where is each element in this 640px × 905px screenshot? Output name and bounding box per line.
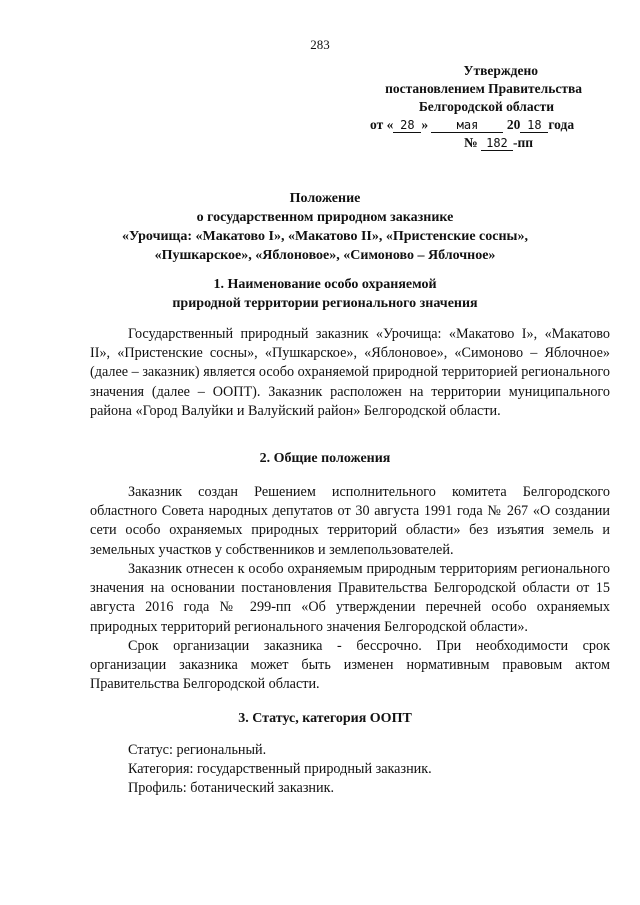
date-prefix: от «	[370, 117, 394, 132]
date-century: 20	[506, 117, 521, 132]
section-2-heading: 2. Общие положения	[259, 451, 391, 466]
title-line-1: Положение	[289, 191, 361, 206]
profile-line: Профиль: ботанический заказник.	[128, 780, 335, 796]
title-line-2: о государственном природном заказнике	[196, 210, 454, 225]
document-title	[60, 189, 590, 265]
section-1-heading	[60, 275, 590, 313]
section-1-heading-line-2: природной территории регионального значения	[172, 296, 478, 311]
date-year: 18	[520, 119, 548, 133]
date-suffix: года	[548, 117, 575, 132]
category-line: Категория: государственный природный заказник.	[128, 761, 432, 777]
section-1-heading-line-1: 1. Наименование особо охраняемой	[213, 277, 437, 292]
approval-number-line	[360, 134, 610, 152]
section-3-heading: 3. Статус, категория ООПТ	[238, 711, 412, 726]
number-value: 182	[481, 137, 513, 151]
approval-line-approved: Утверждено	[463, 63, 538, 78]
section-2-paragraph-3: Срок организации заказника - бессрочно. При необходимости срок организации заказника может быть изменен нормативным правовым актом Правительства Белгородской области.	[90, 638, 610, 693]
approval-stamp	[360, 62, 610, 152]
number-prefix: №	[464, 135, 478, 150]
section-2-paragraph-1: Заказник создан Решением исполнительного комитета Белгородского областного Совета народных депутатов от 30 августа 1991 года № 267 «О создании сети особо охраняемых природных территорий области» без изъятия земель и земельных участков у собственников и землепользователей.	[90, 484, 610, 558]
status-line: Статус: региональный.	[128, 742, 267, 758]
page-number: 283	[310, 37, 330, 52]
date-day: 28	[393, 119, 421, 133]
section-2-paragraph-2: Заказник отнесен к особо охраняемым природным территориям регионального значения на основании постановления Правительства Белгородской области от 15 августа 2016 года № 299-пп «Об утверждении перечней особо охраняемых природных территорий регионального значения Белгородской области».	[90, 561, 610, 635]
title-line-4: «Пушкарское», «Яблоновое», «Симоново – Яблочное»	[154, 248, 496, 263]
approval-date-line	[360, 116, 610, 134]
number-suffix: -пп	[512, 135, 534, 150]
section-1-paragraph: Государственный природный заказник «Урочища: «Макатово I», «Макатово II», «Пристенские сосны», «Пушкарское», «Яблоновое», «Симоново – Яблочное» (далее – заказник) является особо охраняемой природной территорией регионального значения (далее – ООПТ). Заказник расположен на территории муниципального района «Город Валуйки и Валуйский район» Белгородской области.	[90, 326, 610, 419]
approval-line-region: Белгородской области	[418, 99, 554, 114]
date-month: мая	[431, 119, 503, 133]
approval-line-resolution: постановлением Правительства	[385, 81, 582, 96]
date-mid: »	[421, 117, 429, 132]
title-line-3: «Урочища: «Макатово I», «Макатово II», «Пристенские сосны»,	[122, 229, 528, 244]
